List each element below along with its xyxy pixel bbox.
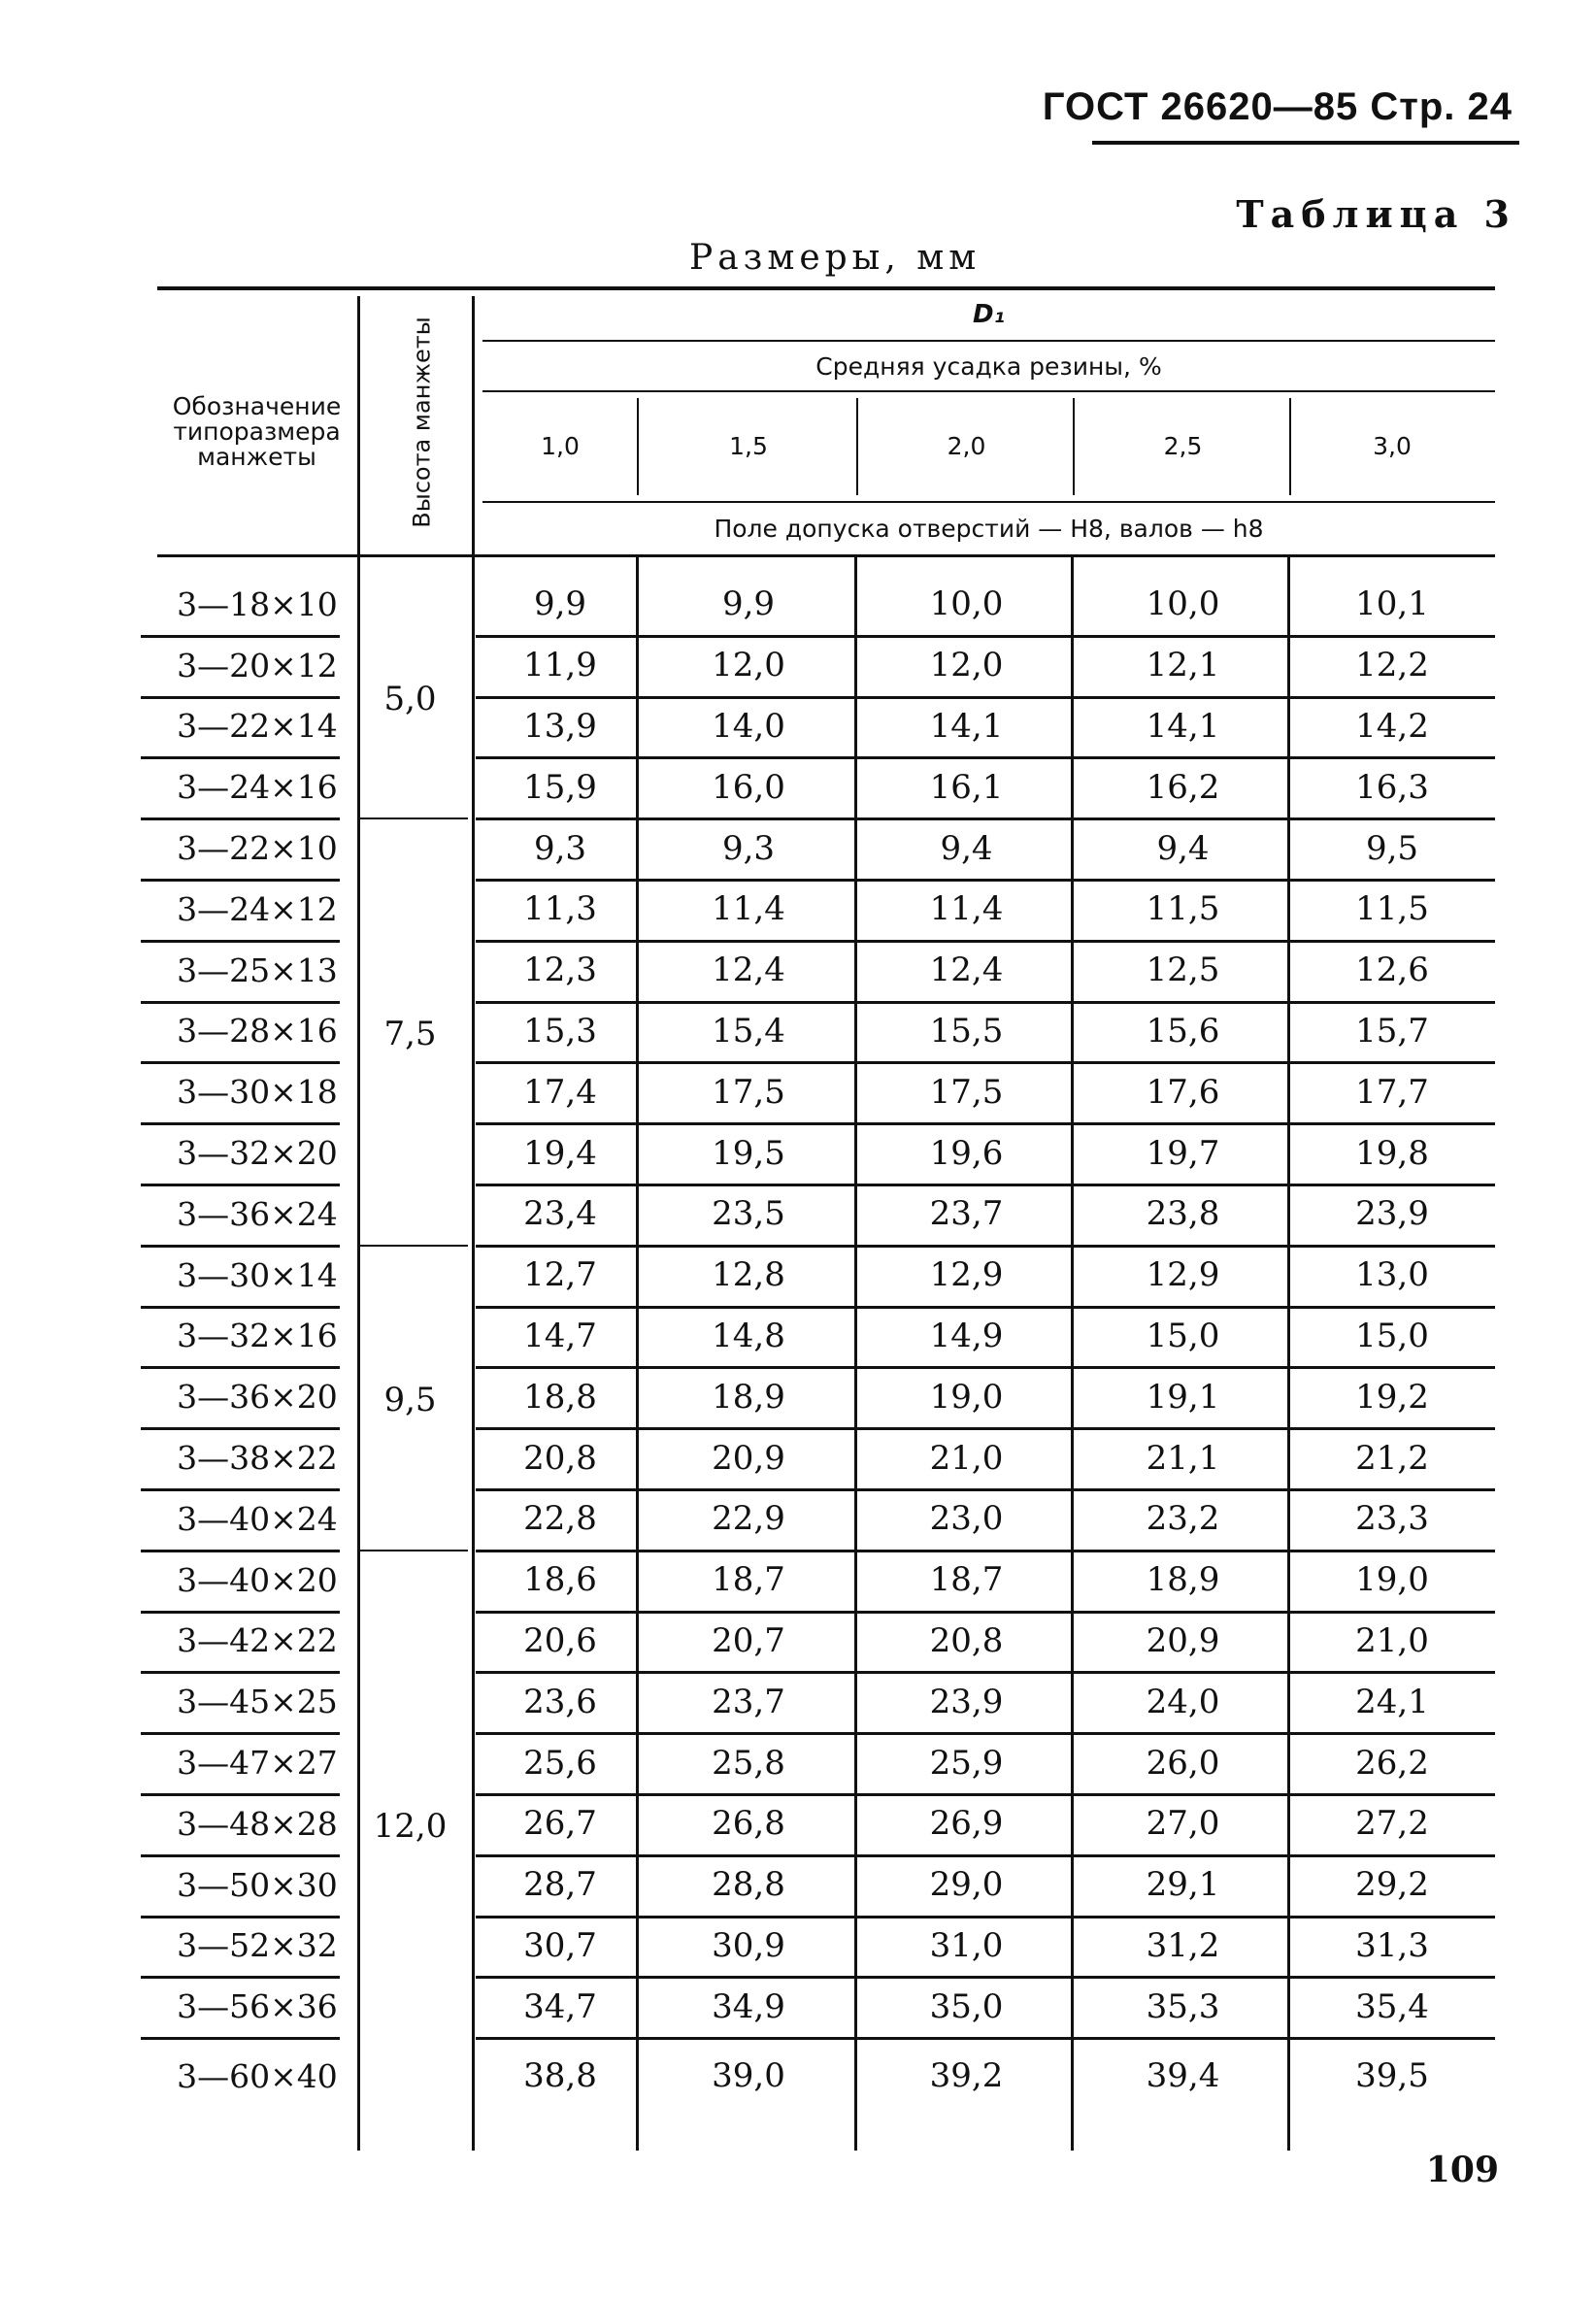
diameter-value-cell: 21,0: [1355, 1620, 1429, 1660]
diameter-value-cell: 19,0: [929, 1377, 1004, 1417]
diameter-value-cell: 24,0: [1146, 1682, 1220, 1721]
designation-cell: 3—22×14: [177, 707, 338, 746]
page-label: Стр. 24: [1370, 85, 1513, 128]
table-top-rule: [157, 286, 1495, 290]
designation-cell: 3—48×28: [177, 1804, 338, 1843]
diameter-value-cell: 16,2: [1146, 767, 1220, 807]
diameter-value-cell: 35,0: [929, 1986, 1004, 2026]
diameter-value-cell: 26,7: [523, 1804, 597, 1844]
diameter-value-cell: 23,9: [929, 1682, 1004, 1721]
diameter-value-cell: 19,5: [712, 1133, 785, 1173]
diameter-value-cell: 12,3: [523, 951, 597, 990]
diameter-value-cell: 23,7: [929, 1194, 1004, 1234]
diameter-value-cell: 11,5: [1355, 889, 1429, 929]
diameter-value-cell: 13,9: [523, 706, 597, 746]
designation-cell: 3—40×24: [177, 1499, 338, 1538]
diameter-value-cell: 15,5: [929, 1011, 1004, 1051]
diameter-value-cell: 18,7: [929, 1560, 1004, 1600]
diameter-value-cell: 17,4: [523, 1072, 597, 1112]
diameter-value-cell: 39,0: [712, 2056, 785, 2096]
shrinkage-column-divider: [1289, 398, 1291, 495]
diameter-value-cell: 12,4: [712, 951, 785, 990]
diameter-value-cell: 17,6: [1146, 1072, 1220, 1112]
diameter-value-cell: 12,0: [712, 646, 785, 685]
height-cell: 9,5: [383, 1380, 437, 1419]
diameter-value-cell: 14,1: [929, 706, 1004, 746]
diameter-value-cell: 23,0: [929, 1499, 1004, 1539]
diameter-value-cell: 15,3: [523, 1011, 597, 1051]
diameter-value-cell: 23,5: [712, 1194, 785, 1234]
diameter-value-cell: 23,3: [1355, 1499, 1429, 1539]
diameter-value-cell: 29,0: [929, 1865, 1004, 1905]
diameter-value-cell: 25,9: [929, 1743, 1004, 1783]
diameter-value-cell: 18,8: [523, 1377, 597, 1417]
d1-header-text: D₁: [973, 300, 1005, 329]
diameter-value-cell: 12,7: [523, 1255, 597, 1295]
page-header: [1043, 85, 1513, 129]
designation-cell: 3—56×36: [177, 1987, 338, 2026]
diameter-value-cell: 12,1: [1146, 646, 1220, 685]
table-label: Таблица 3: [1236, 192, 1516, 236]
group-separator: [359, 1550, 468, 1551]
diameter-value-cell: 23,7: [712, 1682, 785, 1721]
column-rule: [1287, 557, 1290, 2151]
diameter-value-cell: 18,7: [712, 1560, 785, 1600]
diameter-value-cell: 22,8: [523, 1499, 597, 1539]
shrinkage-header-text: Средняя усадка резины, %: [815, 351, 1162, 381]
shrinkage-column-divider: [637, 398, 639, 495]
diameter-value-cell: 14,1: [1146, 706, 1220, 746]
height-cell: 12,0: [373, 1807, 448, 1847]
diameter-value-cell: 26,9: [929, 1804, 1004, 1844]
units-label: Размеры, мм: [689, 238, 981, 278]
diameter-value-cell: 23,6: [523, 1682, 597, 1721]
diameter-value-cell: 25,6: [523, 1743, 597, 1783]
diameter-value-cell: 34,9: [712, 1986, 785, 2026]
diameter-value-cell: 9,9: [533, 584, 587, 624]
diameter-value-cell: 26,0: [1146, 1743, 1220, 1783]
column-rule: [854, 557, 857, 2151]
diameter-value-cell: 20,6: [523, 1620, 597, 1660]
diameter-value-cell: 10,0: [1146, 584, 1220, 624]
designation-cell: 3—40×20: [177, 1560, 338, 1599]
diameter-value-cell: 15,0: [1146, 1316, 1220, 1355]
diameter-value-cell: 20,7: [712, 1620, 785, 1660]
shrinkage-value: 2,0: [947, 431, 986, 460]
diameter-value-cell: 19,6: [929, 1133, 1004, 1173]
diameter-value-cell: 17,5: [712, 1072, 785, 1112]
diameter-value-cell: 19,0: [1355, 1560, 1429, 1600]
diameter-value-cell: 30,9: [712, 1925, 785, 1965]
diameter-value-cell: 18,6: [523, 1560, 597, 1600]
diameter-value-cell: 15,9: [523, 767, 597, 807]
diameter-value-cell: 38,8: [523, 2056, 597, 2096]
shrinkage-header: [482, 342, 1495, 390]
diameter-value-cell: 12,0: [929, 646, 1004, 685]
diameter-value-cell: 12,6: [1355, 951, 1429, 990]
group-separator: [359, 1245, 468, 1247]
diameter-value-cell: 12,9: [1146, 1255, 1220, 1295]
designation-cell: 3—47×27: [177, 1744, 338, 1783]
designation-cell: 3—22×10: [177, 829, 338, 868]
designation-cell: 3—45×25: [177, 1683, 338, 1721]
diameter-value-cell: 9,3: [533, 828, 587, 868]
designation-cell: 3—52×32: [177, 1926, 338, 1965]
diameter-value-cell: 9,4: [940, 828, 993, 868]
diameter-value-cell: 11,5: [1146, 889, 1220, 929]
diameter-value-cell: 20,9: [1146, 1620, 1220, 1660]
designation-header-text: Обозначение типоразмера манжеты: [172, 391, 342, 472]
diameter-value-cell: 12,5: [1146, 951, 1220, 990]
diameter-value-cell: 18,9: [1146, 1560, 1220, 1600]
shrinkage-value: 2,5: [1163, 431, 1203, 460]
diameter-value-cell: 26,8: [712, 1804, 785, 1844]
diameter-value-cell: 11,3: [523, 889, 597, 929]
diameter-value-cell: 15,0: [1355, 1316, 1429, 1355]
column-rule: [636, 557, 639, 2151]
diameter-value-cell: 20,8: [929, 1620, 1004, 1660]
diameter-value-cell: 17,5: [929, 1072, 1004, 1112]
designation-cell: 3—42×22: [177, 1621, 338, 1660]
diameter-value-cell: 13,0: [1355, 1255, 1429, 1295]
diameter-value-cell: 21,2: [1355, 1438, 1429, 1478]
standard-code: ГОСТ 26620—85: [1042, 85, 1359, 128]
diameter-value-cell: 19,8: [1355, 1133, 1429, 1173]
column-rule: [472, 296, 475, 2151]
diameter-value-cell: 27,2: [1355, 1804, 1429, 1844]
shrinkage-values-top-rule: [482, 390, 1495, 392]
tolerance-header-text: Поле допуска отверстий — H8, валов — h8: [714, 514, 1264, 543]
designation-cell: 3—36×24: [177, 1194, 338, 1233]
diameter-value-cell: 21,0: [929, 1438, 1004, 1478]
shrinkage-column-divider: [856, 398, 858, 495]
diameter-value-cell: 25,8: [712, 1743, 785, 1783]
diameter-value-cell: 18,9: [712, 1377, 785, 1417]
diameter-value-cell: 16,1: [929, 767, 1004, 807]
diameter-value-cell: 15,4: [712, 1011, 785, 1051]
diameter-value-cell: 20,8: [523, 1438, 597, 1478]
diameter-value-cell: 10,1: [1355, 584, 1429, 624]
diameter-value-cell: 14,2: [1355, 706, 1429, 746]
diameter-value-cell: 23,8: [1146, 1194, 1220, 1234]
diameter-value-cell: 22,9: [712, 1499, 785, 1539]
diameter-value-cell: 31,0: [929, 1925, 1004, 1965]
height-header-text: Высота манжеты: [408, 317, 436, 528]
diameter-value-cell: 26,2: [1355, 1743, 1429, 1783]
designation-cell: 3—50×30: [177, 1865, 338, 1904]
diameter-value-cell: 20,9: [712, 1438, 785, 1478]
diameter-value-cell: 30,7: [523, 1925, 597, 1965]
designation-cell: 3—32×20: [177, 1134, 338, 1173]
diameter-value-cell: 35,4: [1355, 1986, 1429, 2026]
designation-cell: 3—18×10: [177, 584, 338, 623]
shrinkage-column-divider: [1073, 398, 1075, 495]
shrinkage-value: 3,0: [1373, 431, 1412, 460]
designation-cell: 3—60×40: [177, 2056, 338, 2095]
diameter-value-cell: 23,9: [1355, 1194, 1429, 1234]
diameter-value-cell: 29,2: [1355, 1865, 1429, 1905]
group-separator: [359, 817, 468, 819]
diameter-value-cell: 9,9: [721, 584, 776, 624]
diameter-value-cell: 12,2: [1355, 646, 1429, 685]
page-number: 109: [1425, 2150, 1499, 2190]
diameter-value-cell: 19,1: [1146, 1377, 1220, 1417]
diameter-value-cell: 14,9: [929, 1316, 1004, 1355]
d1-header: [482, 291, 1495, 338]
designation-cell: 3—36×20: [177, 1378, 338, 1417]
diameter-value-cell: 39,2: [929, 2056, 1004, 2096]
designation-cell: 3—20×12: [177, 646, 338, 684]
height-cell: 7,5: [383, 1014, 437, 1053]
diameter-value-cell: 28,7: [523, 1865, 597, 1905]
diameter-value-cell: 16,0: [712, 767, 785, 807]
designation-cell: 3—24×16: [177, 768, 338, 807]
designation-cell: 3—30×14: [177, 1255, 338, 1294]
diameter-value-cell: 34,7: [523, 1986, 597, 2026]
designation-cell: 3—38×22: [177, 1439, 338, 1478]
diameter-value-cell: 17,7: [1355, 1072, 1429, 1112]
designation-cell: 3—25×13: [177, 951, 338, 989]
diameter-value-cell: 24,1: [1355, 1682, 1429, 1721]
diameter-value-cell: 39,4: [1146, 2056, 1220, 2096]
diameter-value-cell: 28,8: [712, 1865, 785, 1905]
diameter-value-cell: 23,2: [1146, 1499, 1220, 1539]
diameter-value-cell: 12,8: [712, 1255, 785, 1295]
diameter-value-cell: 35,3: [1146, 1986, 1220, 2026]
designation-cell: 3—32×16: [177, 1317, 338, 1355]
column-rule: [1071, 557, 1074, 2151]
diameter-value-cell: 31,2: [1146, 1925, 1220, 1965]
designation-cell: 3—28×16: [177, 1012, 338, 1051]
height-cell: 5,0: [383, 679, 437, 718]
diameter-value-cell: 19,2: [1355, 1377, 1429, 1417]
designation-cell: 3—24×12: [177, 889, 338, 928]
diameter-value-cell: 14,7: [523, 1316, 597, 1355]
diameter-value-cell: 14,0: [712, 706, 785, 746]
diameter-value-cell: 16,3: [1355, 767, 1429, 807]
diameter-value-cell: 29,1: [1146, 1865, 1220, 1905]
designation-column-header: [157, 379, 356, 485]
diameter-value-cell: 14,8: [712, 1316, 785, 1355]
diameter-value-cell: 27,0: [1146, 1804, 1220, 1844]
diameter-value-cell: 11,4: [712, 889, 785, 929]
diameter-value-cell: 31,3: [1355, 1925, 1429, 1965]
header-underline: [1092, 141, 1519, 145]
diameter-value-cell: 19,7: [1146, 1133, 1220, 1173]
diameter-value-cell: 12,4: [929, 951, 1004, 990]
column-rule: [357, 296, 360, 2151]
diameter-value-cell: 15,7: [1355, 1011, 1429, 1051]
diameter-value-cell: 39,5: [1355, 2056, 1429, 2096]
shrinkage-value: 1,5: [729, 431, 768, 460]
diameter-value-cell: 9,5: [1365, 828, 1419, 868]
diameter-value-cell: 11,9: [523, 646, 597, 685]
shrinkage-value: 1,0: [541, 431, 580, 460]
diameter-value-cell: 12,9: [929, 1255, 1004, 1295]
diameter-value-cell: 19,4: [523, 1133, 597, 1173]
diameter-value-cell: 10,0: [929, 584, 1004, 624]
diameter-value-cell: 23,4: [523, 1194, 597, 1234]
designation-cell: 3—30×18: [177, 1073, 338, 1112]
tolerance-header: [482, 503, 1495, 553]
diameter-value-cell: 15,6: [1146, 1011, 1220, 1051]
diameter-value-cell: 21,1: [1146, 1438, 1220, 1478]
diameter-value-cell: 9,4: [1156, 828, 1210, 868]
height-column-header: [395, 311, 449, 534]
diameter-value-cell: 9,3: [721, 828, 776, 868]
diameter-value-cell: 11,4: [929, 889, 1004, 929]
